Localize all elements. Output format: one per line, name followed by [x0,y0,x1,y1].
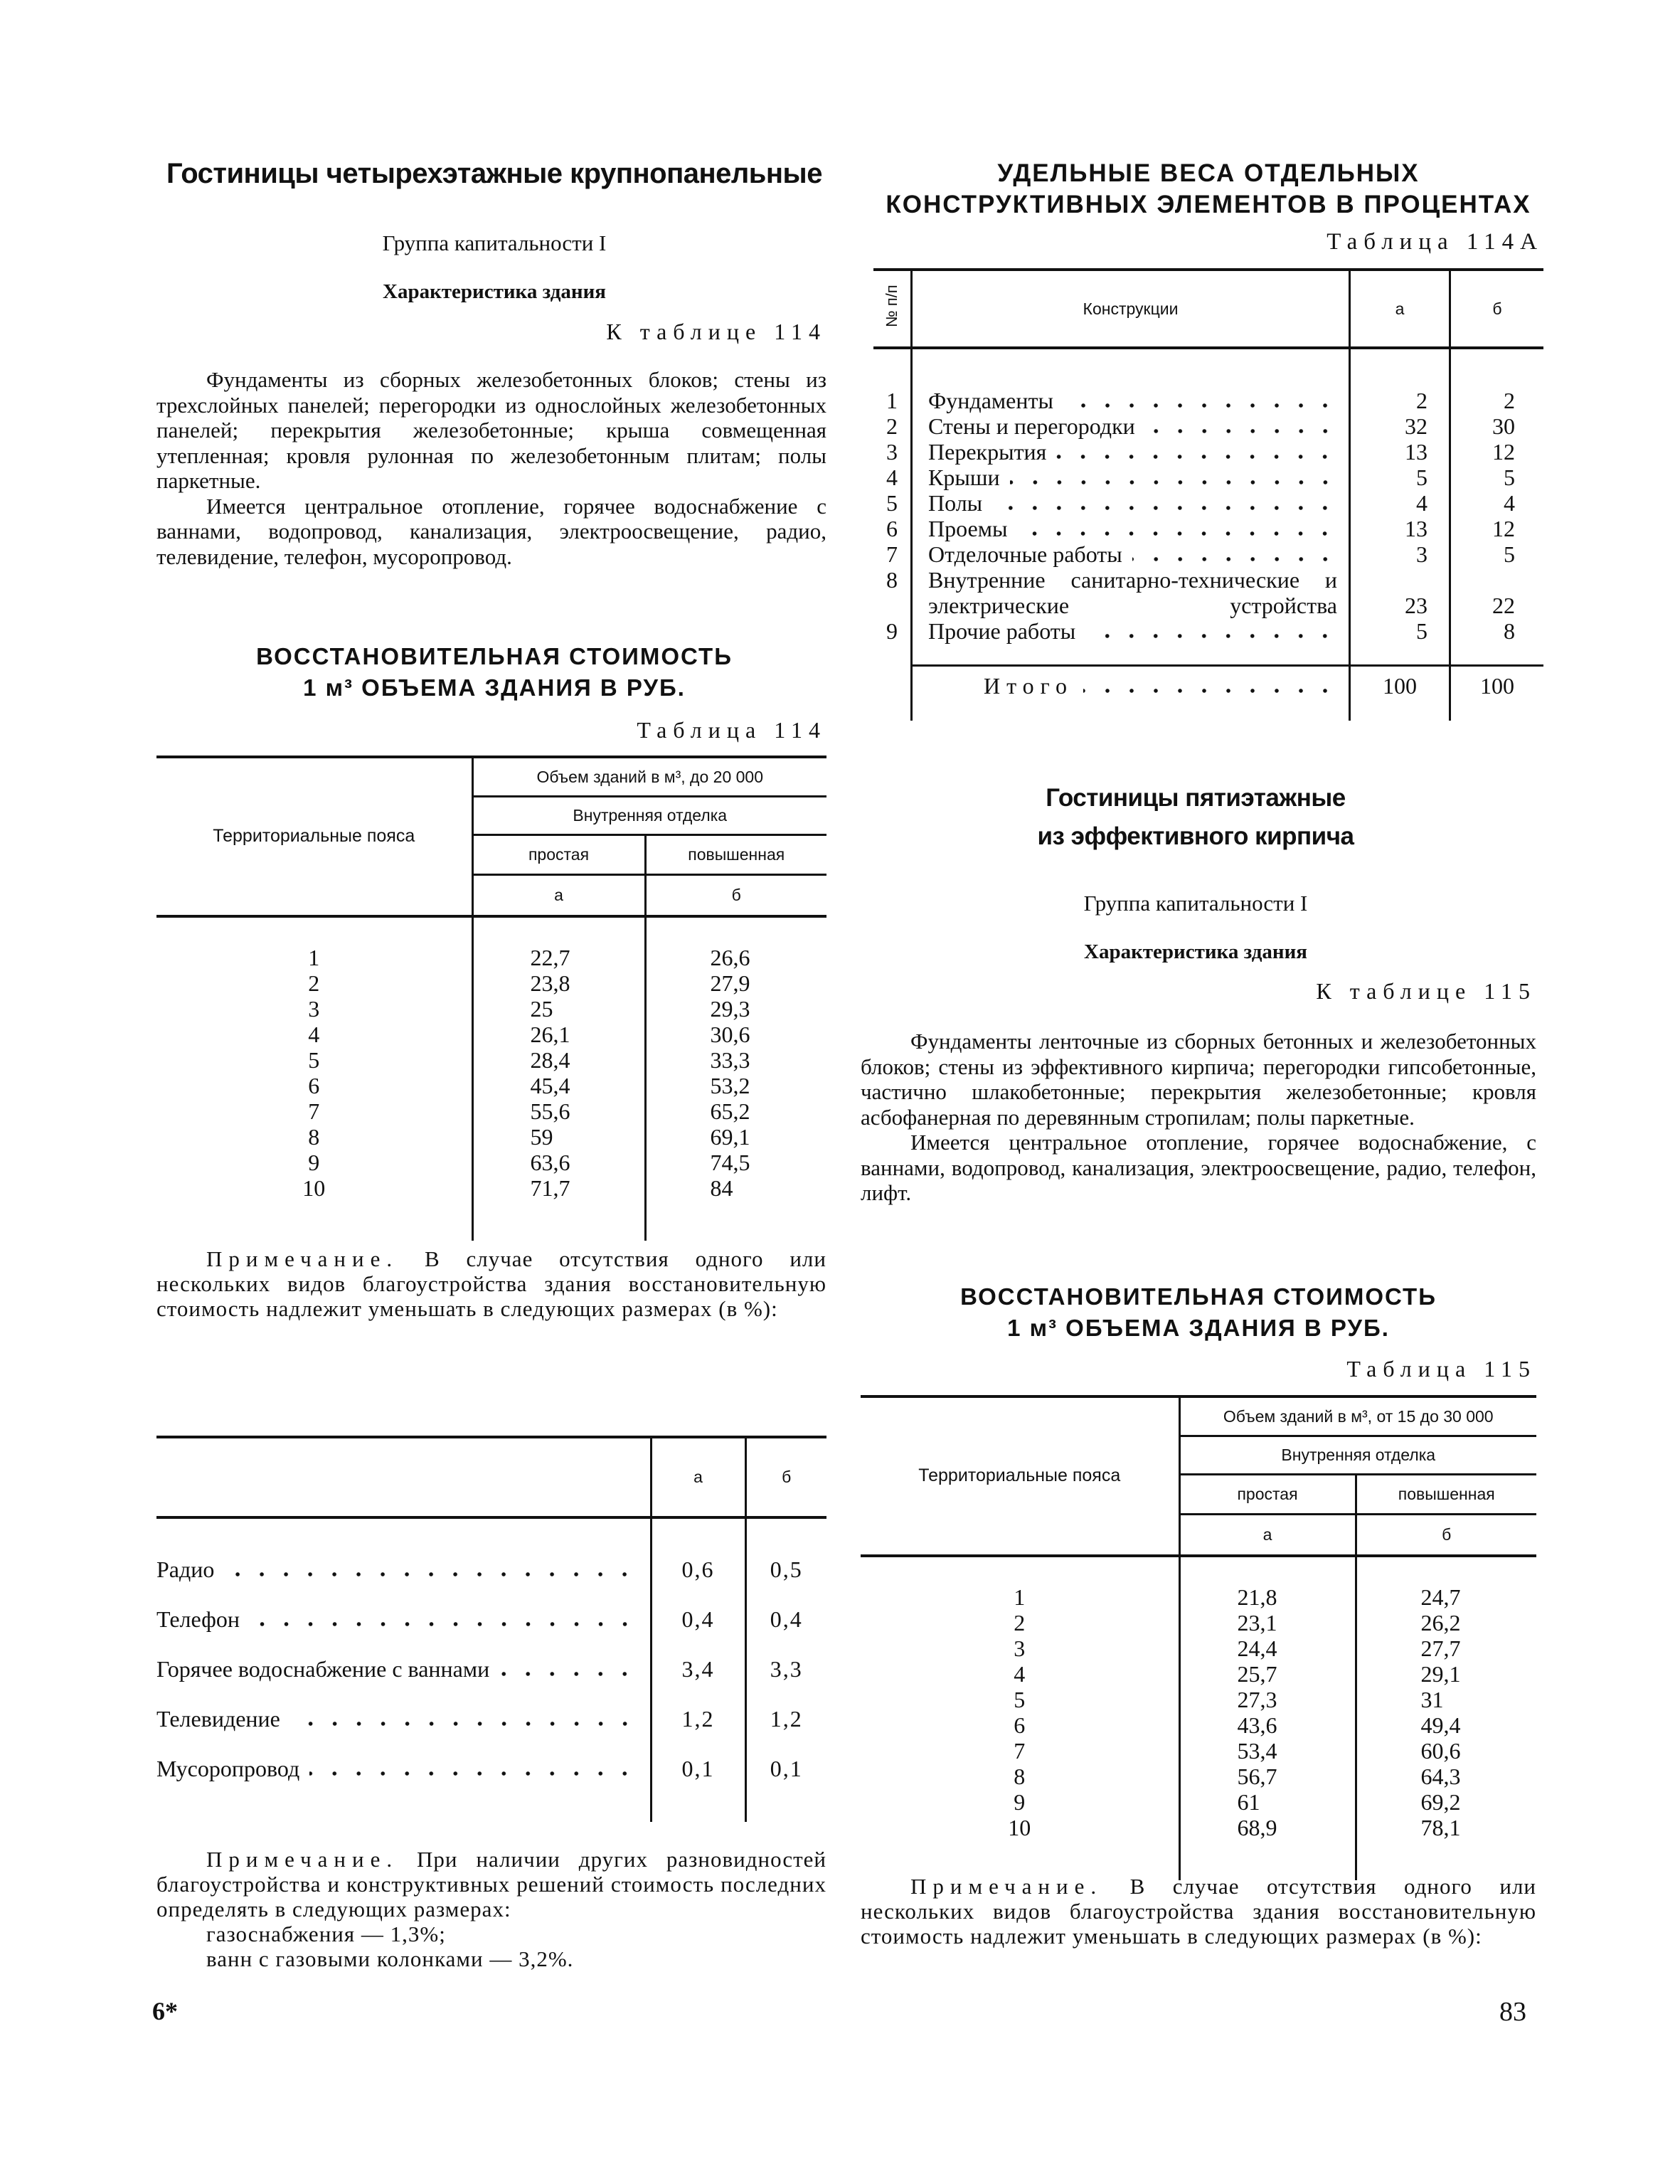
description-paragraph: Фундаменты ленточные из сборных бетонных и железобетонных блоков; стены из эффективного кирпича; перегородки гипсобетонные, частично шлакобетонные; перекрытия железобетонные; кровля асбофанерная по деревянным стропилам; полы паркетные. [861,1029,1536,1130]
value-b: 27,7 [1356,1636,1536,1661]
dot-leader [309,1771,637,1776]
dot-leader [224,1572,637,1576]
value-a: 5 [1350,465,1450,490]
value-a: 26,1 [472,1022,645,1047]
dot-leader [1063,403,1337,408]
right-building-description [861,1029,1536,1206]
total-a: 100 [1350,665,1450,705]
header-col-a: а [651,1437,745,1517]
left-table-reference: К таблице 114 [606,319,826,344]
value-a: 0,6 [651,1544,745,1594]
value-b: 30,6 [645,1022,826,1047]
dot-leader [1085,634,1337,638]
table-115-label: Таблица 115 [1346,1356,1536,1382]
table-row [156,1022,826,1047]
value-b: 26,2 [1356,1610,1536,1636]
value-b: 53,2 [645,1073,826,1098]
table-row [873,490,1543,516]
value-a: 24,4 [1179,1636,1356,1661]
total-row [873,665,1543,705]
right-group-label: Группа капитальности I [1083,891,1308,916]
table-row [861,1661,1536,1687]
value-b: 65,2 [645,1098,826,1124]
value-b: 5 [1450,541,1544,567]
value-a: 22,7 [472,945,645,970]
dot-leader [1056,455,1337,459]
value-b: 1,2 [745,1694,826,1744]
zone-number: 2 [308,970,320,996]
value-b: 0,5 [745,1544,826,1594]
dot-leader [1083,689,1337,693]
table-row [873,567,1543,618]
table-row [873,541,1543,567]
table-row [861,1815,1536,1840]
construction-label: Фундаменты [928,388,1053,413]
dot-leader [1017,531,1337,536]
value-a: 25,7 [1179,1661,1356,1687]
construction-label: Внутренние санитарно-технические и электрические устройства [928,567,1337,618]
header-col-a: а [472,875,645,916]
table-row [156,1544,826,1594]
table-row [861,1712,1536,1738]
construction-label: Полы [928,490,983,516]
row-number: 5 [886,490,898,516]
zone-number: 6 [1014,1712,1026,1738]
signature-mark: 6* [152,1997,178,2025]
value-b: 33,3 [645,1047,826,1073]
dot-leader [992,506,1337,510]
note-gas-baths: ванн с газовыми колонками — 3,2%. [206,1946,574,1971]
table-row [873,388,1543,413]
value-a: 0,1 [651,1744,745,1793]
right-cost-heading-line2: 1 м³ ОБЪЕМА ЗДАНИЯ В РУБ. [1007,1315,1390,1341]
row-number: 3 [886,439,898,465]
value-b: 24,7 [1356,1584,1536,1610]
value-a: 23 [1350,567,1450,618]
zone-number: 10 [302,1175,326,1201]
total-label: Итого [984,672,1073,699]
table-row [861,1764,1536,1789]
header-territorial-zones: Территориальные пояса [918,1465,1121,1486]
value-a: 1,2 [651,1694,745,1744]
zone-number: 5 [308,1046,320,1073]
header-col-a: а [1350,270,1450,348]
header-volume: Объем зданий в м³, от 15 до 30 000 [1179,1396,1536,1436]
value-b: 60,6 [1356,1738,1536,1764]
value-a: 68,9 [1179,1815,1356,1840]
value-a: 71,7 [472,1175,645,1201]
value-a: 61 [1179,1789,1356,1815]
table-row [156,1098,826,1124]
dot-leader [499,1672,637,1676]
row-number: 4 [886,465,898,490]
value-a: 2 [1350,388,1450,413]
right-section-title-line2: из эффективного кирпича [1037,822,1354,850]
construction-name [912,567,1350,618]
construction-label: Проемы [928,516,1008,541]
header-interior-finish: Внутренняя отделка [472,797,826,835]
note-text: В случае отсутствия одного или нескольких видов благоустройства здания восстановительную стоимость надлежит уменьшать в следующих размерах (в %): [861,1874,1537,1949]
value-b: 64,3 [1356,1764,1536,1789]
table-row [861,1636,1536,1661]
table-114a [873,268,1543,721]
header-simple: простая [1179,1475,1356,1515]
description-paragraph: Имеется центральное отопление, горячее водоснабжение, с ваннами, водопровод, канализация, электроосвещение, радио, телефон, лифт. [861,1130,1536,1205]
zone-number: 7 [308,1098,320,1124]
amenity-name [156,1544,651,1594]
value-a: 56,7 [1179,1764,1356,1789]
description-paragraph: Имеется центральное отопление, горячее водоснабжение с ваннами, водопровод, канализация, электроосвещение, радио, телевидение, телефон, мусоропровод. [156,493,826,569]
zone-number: 7 [1014,1737,1026,1764]
table-row [156,1073,826,1098]
row-number: 2 [886,413,898,439]
header-col-b: б [1450,270,1544,348]
value-a: 13 [1350,516,1450,541]
row-number: 8 [886,567,898,593]
note-label: Примечание. [206,1246,399,1271]
table-row [156,1124,826,1150]
amenity-name [156,1644,651,1694]
amenity-name [156,1744,651,1793]
amenity-name [156,1694,651,1744]
header-col-b: б [645,875,826,916]
dot-leader [290,1722,637,1726]
table-row [156,1694,826,1744]
table-row [156,1150,826,1175]
value-b: 74,5 [645,1150,826,1175]
header-improved: повышенная [1356,1475,1536,1515]
table-row [861,1610,1536,1636]
table-row [873,618,1543,644]
left-building-description [156,367,826,569]
value-b: 22 [1450,567,1544,618]
description-paragraph: Фундаменты из сборных железобетонных блоков; стены из трехслойных панелей; перегородки из однослойных железобетонных панелей; перекрытия железобетонные; крыша совмещенная утепленная; кровля рулонная по железобетонным плитам; полы паркетные. [156,367,826,493]
value-b: 2 [1450,388,1544,413]
row-number: 7 [886,541,898,567]
header-volume: Объем зданий в м³, до 20 000 [472,757,826,797]
amenity-name [156,1594,651,1644]
right-section-title-line1: Гостиницы пятиэтажные [1046,784,1346,812]
value-b: 29,1 [1356,1661,1536,1687]
construction-label: Прочие работы [928,618,1076,644]
zone-number: 9 [1014,1788,1026,1815]
value-b: 29,3 [645,996,826,1022]
dot-leader [250,1622,637,1626]
dot-leader [1132,557,1337,561]
dot-leader [1010,480,1337,484]
table-row [156,1047,826,1073]
value-b: 69,2 [1356,1789,1536,1815]
value-a: 43,6 [1179,1712,1356,1738]
zone-number: 3 [1014,1635,1026,1661]
header-col-b: б [1356,1515,1536,1556]
header-construction: Конструкции [912,270,1350,348]
value-b: 12 [1450,439,1544,465]
value-a: 32 [1350,413,1450,439]
weights-heading-line1: УДЕЛЬНЫЕ ВЕСА ОТДЕЛЬНЫХ [997,159,1420,187]
row-number: 9 [886,618,898,644]
table-row [873,465,1543,490]
zone-number: 4 [1014,1660,1026,1687]
amenity-label: Мусоропровод [156,1756,300,1781]
construction-label: Стены и перегородки [928,413,1135,439]
right-characteristic-heading: Характеристика здания [1084,940,1307,963]
left-section-title: Гостиницы четырехэтажные крупнопанельные [166,158,822,189]
construction-label: Перекрытия [928,439,1047,465]
table-row [873,516,1543,541]
table-row [156,945,826,970]
zone-number: 4 [308,1021,320,1047]
header-col-b: б [745,1437,826,1517]
value-b: 69,1 [645,1124,826,1150]
table-row [873,439,1543,465]
value-b: 26,6 [645,945,826,970]
zone-number: 6 [308,1072,320,1098]
header-improved: повышенная [645,835,826,875]
value-b: 12 [1450,516,1544,541]
table-114 [156,756,826,1241]
table-row [861,1584,1536,1610]
left-cost-heading-line2: 1 м³ ОБЪЕМА ЗДАНИЯ В РУБ. [303,674,686,701]
value-a: 63,6 [472,1150,645,1175]
construction-label: Отделочные работы [928,541,1122,567]
note-label: Примечание. [910,1874,1103,1899]
right-table-reference: К таблице 115 [1316,978,1536,1004]
construction-name [912,618,1350,644]
reduction-table [156,1436,826,1822]
value-b: 31 [1356,1687,1536,1712]
page-number: 83 [1499,1997,1526,2027]
header-number-label: № п/п [883,285,900,327]
value-a: 53,4 [1179,1738,1356,1764]
value-a: 13 [1350,439,1450,465]
value-b: 0,1 [745,1744,826,1793]
row-number: 6 [886,516,898,541]
table-114a-label: Таблица 114А [1327,229,1543,255]
row-number: 1 [886,388,898,413]
table-114-label: Таблица 114 [637,717,826,743]
right-note [861,1874,1536,1949]
construction-name [912,490,1350,516]
value-b: 49,4 [1356,1712,1536,1738]
table-row [861,1738,1536,1764]
construction-name [912,388,1350,413]
value-b: 3,3 [745,1644,826,1694]
zone-number: 9 [308,1149,320,1175]
note-gas-supply: газоснабжения — 1,3%; [206,1921,446,1946]
value-a: 59 [472,1124,645,1150]
amenity-label: Телефон [156,1606,240,1632]
value-b: 27,9 [645,970,826,996]
construction-label: Крыши [928,465,1000,490]
zone-number: 1 [1014,1584,1026,1610]
zone-number: 8 [308,1123,320,1150]
weights-heading-line2: КОНСТРУКТИВНЫХ ЭЛЕМЕНТОВ В ПРОЦЕНТАХ [886,191,1531,218]
header-col-a: а [1179,1515,1356,1556]
total-b: 100 [1450,665,1544,705]
value-a: 21,8 [1179,1584,1356,1610]
note-text: В случае отсутствия одного или нескольких видов благоустройства здания восстановительную стоимость надлежит уменьшать в следующих размерах (в %): [156,1246,826,1321]
zone-number: 3 [308,995,320,1022]
table-row [861,1789,1536,1815]
value-a: 25 [472,996,645,1022]
left-note-1 [156,1246,826,1321]
table-115 [861,1395,1536,1880]
value-b: 5 [1450,465,1544,490]
zone-number: 10 [1008,1814,1031,1840]
table-row [156,996,826,1022]
value-b: 30 [1450,413,1544,439]
amenity-label: Радио [156,1557,215,1582]
table-row [156,1594,826,1644]
value-a: 28,4 [472,1047,645,1073]
header-number [873,270,912,348]
header-territorial-zones: Территориальные пояса [213,826,415,847]
construction-name [912,465,1350,490]
left-cost-heading-line1: ВОССТАНОВИТЕЛЬНАЯ СТОИМОСТЬ [256,643,733,669]
left-group-label: Группа капитальности I [382,230,607,255]
construction-name [912,413,1350,439]
value-a: 45,4 [472,1073,645,1098]
note-label: Примечание. [206,1847,399,1872]
amenity-label: Горячее водоснабжение с ваннами [156,1656,490,1682]
value-a: 55,6 [472,1098,645,1124]
value-a: 4 [1350,490,1450,516]
value-a: 23,1 [1179,1610,1356,1636]
table-row [156,1744,826,1793]
note-text: При наличии других разновидностей благоустройства и конструктивных решений стоимость последних определять в следующих размерах: [156,1847,826,1921]
table-row [156,970,826,996]
value-b: 8 [1450,618,1544,644]
zone-number: 1 [308,944,320,970]
table-row [873,413,1543,439]
right-cost-heading-line1: ВОССТАНОВИТЕЛЬНАЯ СТОИМОСТЬ [960,1283,1437,1310]
value-a: 0,4 [651,1594,745,1644]
value-b: 84 [645,1175,826,1201]
value-a: 3 [1350,541,1450,567]
value-b: 4 [1450,490,1544,516]
value-b: 78,1 [1356,1815,1536,1840]
value-b: 0,4 [745,1594,826,1644]
dot-leader [1145,429,1337,433]
value-a: 3,4 [651,1644,745,1694]
construction-name [912,439,1350,465]
construction-name [912,516,1350,541]
header-interior-finish: Внутренняя отделка [1179,1436,1536,1475]
left-note-2 [156,1847,826,1971]
value-a: 27,3 [1179,1687,1356,1712]
left-characteristic-heading: Характеристика здания [383,280,606,303]
table-row [156,1644,826,1694]
zone-number: 2 [1014,1609,1026,1636]
value-a: 23,8 [472,970,645,996]
zone-number: 5 [1014,1686,1026,1712]
header-simple: простая [472,835,645,875]
value-a: 5 [1350,618,1450,644]
construction-name [912,541,1350,567]
zone-number: 8 [1014,1763,1026,1789]
amenity-label: Телевидение [156,1706,280,1732]
table-row [156,1175,826,1201]
table-row [861,1687,1536,1712]
